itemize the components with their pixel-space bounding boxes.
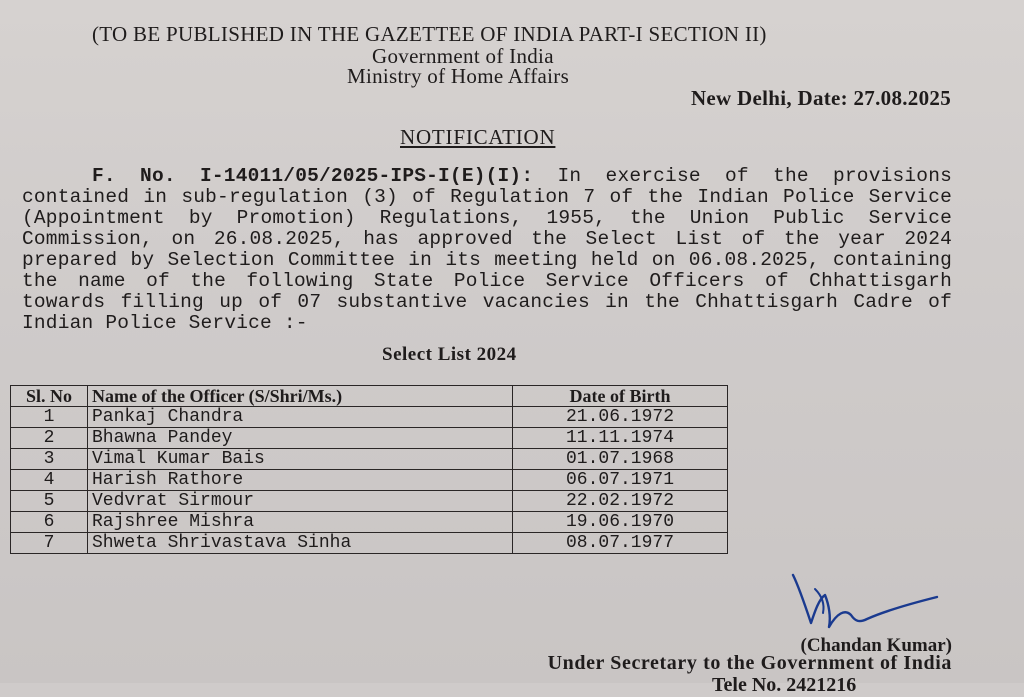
dob-cell: 19.06.1970 xyxy=(513,512,728,533)
notification-body: In exercise of the provisions contained in sub-regulation (3) of Regulation 7 of the Indian Police Service (Appointment by Promotion) Regulations, 1955, the Union Public Service Commission, on 26.08.2025, has approved the Select List of the year 2024 prepared by Selection Committee in its meeting held on 06.08.2025, containing the name of the following State Police Service Officers of Chhattisgarh towards filling up of 07 substantive vacancies in the Chhattisgarh Cadre of Indian Police Service :- xyxy=(22,165,953,334)
select-list-title: Select List 2024 xyxy=(382,344,517,365)
table-header-row xyxy=(11,386,728,407)
gazette-publication-line: (TO BE PUBLISHED IN THE GAZETTEE OF INDIA PART-I SECTION II) xyxy=(92,22,767,46)
sl-no-cell: 4 xyxy=(11,470,88,491)
table-row xyxy=(11,449,728,470)
table-row xyxy=(11,470,728,491)
telephone-line-clip xyxy=(700,674,1024,696)
government-line: Government of India xyxy=(372,44,554,68)
dob-cell: 11.11.1974 xyxy=(513,428,728,449)
table-row xyxy=(11,512,728,533)
telephone-number: Tele No. 2421216 xyxy=(712,674,857,696)
place-date: New Delhi, Date: 27.08.2025 xyxy=(690,86,951,110)
dob-cell: 06.07.1971 xyxy=(513,470,728,491)
sl-no-cell: 1 xyxy=(11,407,88,428)
officer-name-cell: Harish Rathore xyxy=(88,470,513,491)
dob-cell: 21.06.1972 xyxy=(513,407,728,428)
table-row xyxy=(11,428,728,449)
sl-no-cell: 3 xyxy=(11,449,88,470)
column-header-sl-no: Sl. No xyxy=(11,386,88,407)
officer-name-cell: Bhawna Pandey xyxy=(88,428,513,449)
officer-name-cell: Rajshree Mishra xyxy=(88,512,513,533)
column-header-date-of-birth: Date of Birth xyxy=(513,386,728,407)
sl-no-cell: 2 xyxy=(11,428,88,449)
select-list-table xyxy=(10,385,728,554)
handwritten-signature xyxy=(785,565,945,640)
dob-cell: 22.02.1972 xyxy=(513,491,728,512)
notification-title: NOTIFICATION xyxy=(400,125,556,149)
file-number: F. No. I-14011/05/2025-IPS-I(E)(I): xyxy=(92,165,534,187)
officer-name-cell: Vimal Kumar Bais xyxy=(88,449,513,470)
officer-name-cell: Shweta Shrivastava Sinha xyxy=(88,533,513,554)
officer-name-cell: Pankaj Chandra xyxy=(88,407,513,428)
dob-cell: 01.07.1968 xyxy=(513,449,728,470)
table-row xyxy=(11,491,728,512)
column-header-officer-name: Name of the Officer (S/Shri/Ms.) xyxy=(88,386,513,407)
table-row xyxy=(11,533,728,554)
signatory-designation: Under Secretary to the Government of India xyxy=(547,652,952,674)
sl-no-cell: 5 xyxy=(11,491,88,512)
sl-no-cell: 7 xyxy=(11,533,88,554)
ministry-line: Ministry of Home Affairs xyxy=(347,64,570,88)
signatory-name: (Chandan Kumar) xyxy=(800,635,952,656)
sl-no-cell: 6 xyxy=(11,512,88,533)
table-row xyxy=(11,407,728,428)
officer-name-cell: Vedvrat Sirmour xyxy=(88,491,513,512)
dob-cell: 08.07.1977 xyxy=(513,533,728,554)
notification-paragraph xyxy=(22,166,952,334)
